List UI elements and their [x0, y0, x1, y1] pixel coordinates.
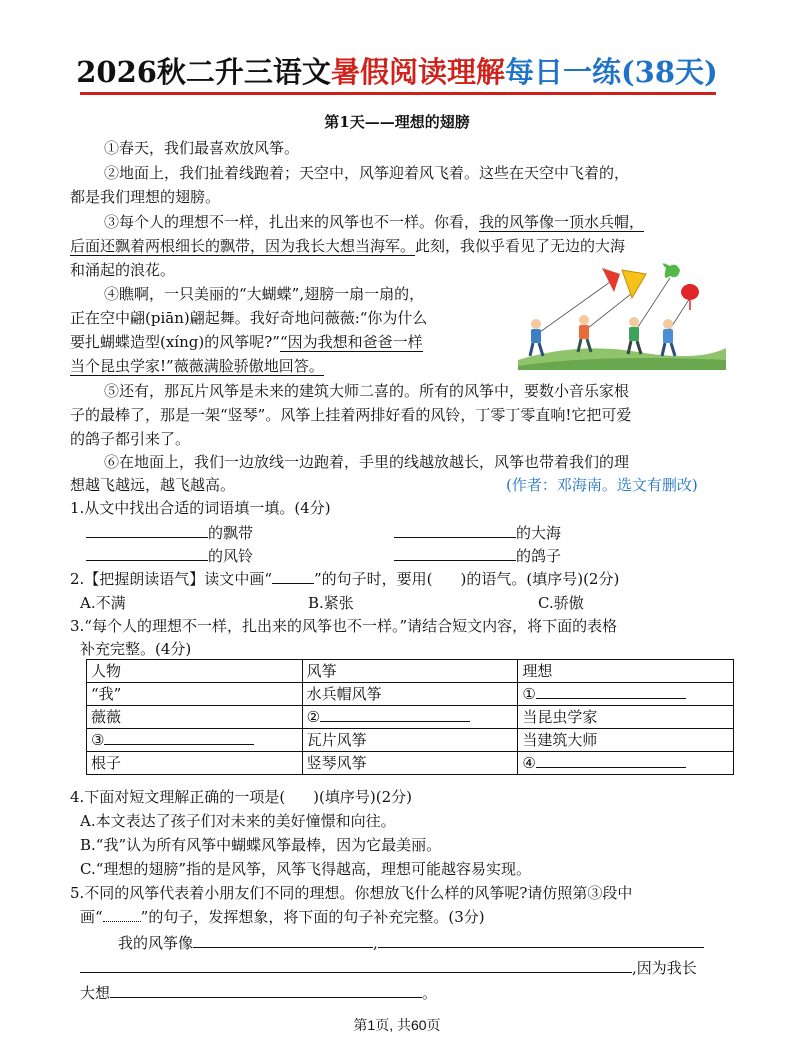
table-row: [87, 683, 734, 706]
q1-suffix-3: 的风铃: [208, 547, 254, 565]
question-3-prompt-line-2: 补充完整。(4分): [80, 640, 192, 658]
table-cell-answer[interactable]: [87, 729, 303, 752]
q4-option-a: A.本文表达了孩子们对未来的美好憧憬和向往。: [80, 812, 396, 830]
question-5-prompt-line-1: 5.不同的风筝代表着小朋友们不同的理想。你想放飞什么样的风筝呢?请仿照第③段中: [70, 884, 633, 902]
q5-answer-line-1: [118, 931, 704, 954]
underline-sample: [272, 571, 314, 584]
answer-line[interactable]: [394, 544, 516, 561]
p4-underlined-sentence: “因为我想和爸爸一样: [279, 333, 423, 351]
p3-underlined-sentence: 我的风筝像一顶水兵帽，: [479, 213, 645, 231]
table-cell: “我”: [87, 683, 303, 706]
q5-period: 。: [422, 984, 438, 1002]
paragraph-5-line-1: ⑤还有，那瓦片风筝是未来的建筑大师二喜的。所有的风筝中，要数小音乐家根: [104, 382, 630, 400]
q2-text-a: 2.【把握朗读语气】读文中画“: [70, 570, 272, 588]
q4-text-b: )(填序号)(2分): [313, 788, 412, 806]
question-3-prompt-line-1: 3.“每个人的理想不一样，扎出来的风筝也不一样。”请结合短文内容，将下面的表格: [70, 617, 618, 635]
paragraph-6-line-2: 想越飞越远，越飞越高。: [70, 476, 236, 494]
answer-line[interactable]: [193, 931, 373, 948]
table-header-cell: 人物: [87, 660, 303, 683]
q4-text-a: 4.下面对短文理解正确的一项是(: [70, 788, 286, 806]
table-cell: 当建筑大师: [518, 729, 734, 752]
paragraph-4-line-1: ④瞧啊，一只美丽的“大蝴蝶”,翅膀一扇一扇的，: [104, 285, 425, 303]
question-2-prompt: [70, 568, 619, 590]
blank-marker: ③: [91, 731, 105, 749]
p4-text: 要扎蝴蝶造型(xíng)的风筝呢?”: [70, 333, 280, 351]
answer-line[interactable]: [80, 956, 632, 973]
answer-line[interactable]: [86, 521, 208, 538]
paragraph-6-line-1: ⑥在地面上，我们一边放线一边跑着，手里的线越放越长，风筝也带着我们的理: [104, 453, 630, 471]
q2-text-b: ”的句子时，要用(: [313, 570, 433, 588]
q1-suffix-4: 的鸽子: [516, 547, 562, 565]
table-cell: 薇薇: [87, 706, 303, 729]
paragraph-3-line-2: [70, 235, 625, 257]
underline-sample: [103, 909, 141, 922]
q5-comma: ,: [373, 934, 378, 952]
table-cell-answer[interactable]: [518, 752, 734, 775]
title-red-part: 暑假阅读理解: [330, 55, 505, 89]
p4-underlined-sentence-cont: 当个昆虫学家!”薇薇满脸骄傲地回答。: [70, 357, 324, 375]
answer-line[interactable]: [320, 707, 470, 722]
answer-line[interactable]: [378, 931, 704, 948]
table-cell: 根子: [87, 752, 303, 775]
q2-option-c: C.骄傲: [538, 594, 584, 612]
q2-option-b: B.紧张: [308, 594, 354, 612]
q1-blank-3: [86, 544, 253, 567]
table-header-cell: 风筝: [302, 660, 518, 683]
q4-option-b: B.“我”认为所有风筝中蝴蝶风筝最棒，因为它最美丽。: [80, 836, 442, 854]
table-cell: 瓦片风筝: [302, 729, 518, 752]
q5-answer-line-2: [80, 956, 697, 979]
answer-line[interactable]: [110, 981, 422, 998]
author-note: (作者：邓海南。选文有删改): [506, 476, 698, 494]
question-4-prompt: [70, 786, 412, 808]
blank-marker: ②: [306, 708, 321, 726]
q5-sentence-start: 我的风筝像: [118, 934, 194, 952]
paragraph-1: ①春天，我们最喜欢放风筝。: [104, 139, 300, 157]
answer-line[interactable]: [394, 521, 516, 538]
q1-blank-1: [86, 521, 253, 544]
table-row: [87, 752, 734, 775]
table-row: [87, 729, 734, 752]
q1-suffix-2: 的大海: [516, 524, 562, 542]
q1-suffix-1: 的飘带: [208, 524, 254, 542]
answer-line[interactable]: [104, 730, 254, 745]
table-row: [87, 706, 734, 729]
paragraph-3-line-1: [104, 211, 644, 233]
table-cell: 水兵帽风筝: [302, 683, 518, 706]
q5-sentence-cont: 大想: [80, 984, 111, 1002]
table-cell: 竖琴风筝: [302, 752, 518, 775]
page-title: [0, 52, 794, 92]
table-cell-answer[interactable]: [302, 706, 518, 729]
p3-text-2: 此刻，我似乎看见了无边的大海: [415, 237, 626, 255]
paragraph-4-line-3: [70, 331, 423, 353]
blank-marker: ④: [522, 754, 536, 772]
answer-line[interactable]: [536, 753, 686, 768]
q2-option-a: A.不满: [80, 594, 126, 612]
blank-marker: ①: [522, 685, 536, 703]
kite-flying-illustration: [518, 262, 726, 370]
p3-underlined-sentence-cont: 后面还飘着两根细长的飘带，因为我长大想当海军。: [70, 237, 416, 255]
q5-text-b: ”的句子，发挥想象，将下面的句子补充完整。(3分): [140, 908, 485, 926]
paragraph-2-line-1: ②地面上，我们扯着线跑着；天空中，风筝迎着风飞着。这些在天空中飞着的，: [104, 164, 630, 182]
table-header-cell: 理想: [518, 660, 734, 683]
q5-answer-line-3: [80, 981, 437, 1004]
paragraph-4-line-2: 正在空中翩(piān)翩起舞。我好奇地问薇薇:“你为什么: [70, 309, 428, 327]
q5-sentence-mid: ,因为我长: [632, 959, 697, 977]
paragraph-5-line-2: 子的最棒了，那是一架“竖琴”。风筝上挂着两排好看的风铃，丁零丁零直响!它把可爱: [70, 406, 632, 424]
table-cell-answer[interactable]: [518, 683, 734, 706]
title-blue-part: 每日一练(38天): [504, 55, 718, 89]
q1-blank-2: [394, 521, 561, 544]
answer-line[interactable]: [536, 684, 686, 699]
paragraph-4-line-4: [70, 355, 324, 377]
article-subtitle: 第1天——理想的翅膀: [324, 113, 470, 131]
title-underline: [80, 92, 716, 95]
q4-option-c: C.“理想的翅膀”指的是风筝，风筝飞得越高，理想可能越容易实现。: [80, 860, 532, 878]
paragraph-2-line-2: 都是我们理想的翅膀。: [70, 188, 221, 206]
q5-text-a: 画“: [80, 908, 103, 926]
p3-text: ③每个人的理想不一样，扎出来的风筝也不一样。你看，: [104, 213, 480, 231]
title-black-part: 2026秋二升三语文: [76, 55, 331, 89]
table-cell: 当昆虫学家: [518, 706, 734, 729]
q1-blank-4: [394, 544, 561, 567]
paragraph-3-line-3: 和涌起的浪花。: [70, 261, 176, 279]
question-5-prompt-line-2: [80, 906, 485, 928]
page-number: 第1页, 共60页: [353, 1017, 441, 1033]
kite-ideal-table: [86, 659, 734, 775]
question-1-prompt: 1.从文中找出合适的词语填一填。(4分): [70, 499, 331, 517]
table-header-row: [87, 660, 734, 683]
paragraph-5-line-3: 的鸽子都引来了。: [70, 430, 191, 448]
answer-line[interactable]: [86, 544, 208, 561]
q2-text-c: )的语气。(填序号)(2分): [460, 570, 620, 588]
